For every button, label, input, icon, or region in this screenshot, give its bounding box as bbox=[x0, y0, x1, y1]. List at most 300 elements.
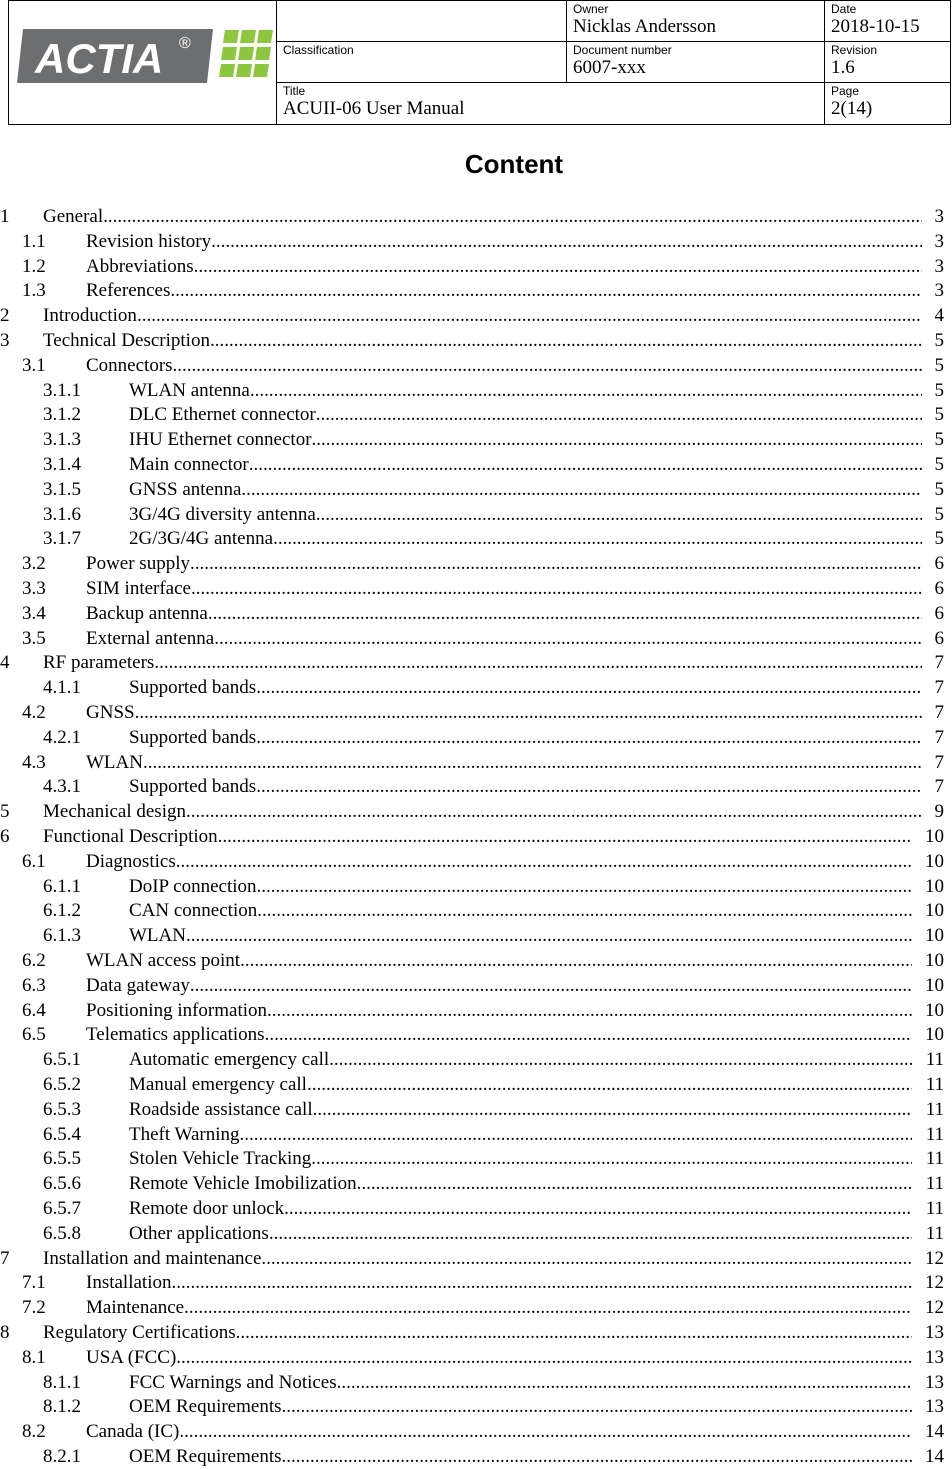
toc-entry-title-wrap bbox=[129, 1445, 912, 1469]
toc-entry[interactable] bbox=[0, 379, 952, 403]
toc-entry-title: 2G/3G/4G antenna bbox=[129, 528, 274, 550]
toc-entry-number: 3.1.5 bbox=[43, 478, 81, 500]
toc-entry[interactable] bbox=[0, 1222, 952, 1246]
toc-dot-leader bbox=[313, 1098, 912, 1122]
date-label: Date bbox=[831, 2, 857, 16]
toc-entry-title-wrap bbox=[86, 552, 922, 576]
toc-entry-page: 5 bbox=[934, 379, 944, 401]
toc-entry-number: 5 bbox=[0, 801, 10, 823]
owner-label: Owner bbox=[573, 2, 609, 16]
toc-entry-title-wrap bbox=[86, 751, 922, 775]
toc-entry-title: USA (FCC) bbox=[86, 1346, 177, 1368]
toc-entry-title-wrap bbox=[43, 825, 912, 849]
toc-dot-leader bbox=[282, 1395, 912, 1419]
toc-entry-title-wrap bbox=[43, 329, 922, 353]
toc-dot-leader bbox=[179, 1420, 912, 1444]
toc-entry-number: 8.1.1 bbox=[43, 1371, 81, 1393]
toc-dot-leader bbox=[265, 1023, 912, 1047]
toc-entry[interactable] bbox=[0, 775, 952, 799]
toc-dot-leader bbox=[282, 1445, 912, 1469]
toc-dot-leader bbox=[311, 1147, 912, 1171]
toc-entry-number: 1.3 bbox=[22, 280, 46, 302]
toc-dot-leader bbox=[135, 701, 922, 725]
toc-entry-title: GNSS bbox=[86, 702, 135, 723]
toc-entry[interactable] bbox=[0, 577, 952, 601]
toc-entry-title: WLAN antenna bbox=[129, 379, 250, 401]
toc-entry-page: 14 bbox=[925, 1446, 944, 1467]
toc-entry[interactable] bbox=[0, 453, 952, 477]
toc-entry[interactable] bbox=[0, 478, 952, 502]
actia-logo bbox=[13, 26, 275, 86]
toc-entry[interactable] bbox=[0, 1420, 952, 1444]
date-cell bbox=[825, 1, 951, 42]
toc-entry-number: 4 bbox=[0, 652, 10, 674]
toc-entry-number: 6 bbox=[0, 826, 10, 847]
toc-entry-number: 4.3.1 bbox=[43, 776, 81, 798]
toc-entry[interactable] bbox=[0, 651, 952, 675]
toc-entry-title: GNSS antenna bbox=[129, 478, 242, 500]
toc-entry-title: Main connector bbox=[129, 454, 249, 475]
toc-entry-title: 3G/4G diversity antenna bbox=[129, 503, 316, 525]
toc-dot-leader bbox=[284, 1197, 912, 1221]
toc-entry[interactable] bbox=[0, 1346, 952, 1370]
toc-entry-title: Connectors bbox=[86, 354, 173, 376]
registered-mark: ® bbox=[179, 35, 191, 52]
revision-value: 1.6 bbox=[831, 57, 855, 78]
toc-entry-page: 11 bbox=[925, 1049, 944, 1071]
toc-dot-leader bbox=[214, 627, 922, 651]
title-value: ACUII-06 User Manual bbox=[283, 98, 465, 119]
classification-label: Classification bbox=[283, 43, 354, 57]
document-number-cell bbox=[567, 42, 825, 83]
toc-entry-title: Positioning information bbox=[86, 999, 268, 1021]
toc-entry-page: 5 bbox=[934, 503, 944, 525]
toc-entry-page: 6 bbox=[934, 578, 944, 599]
toc-entry-number: 2 bbox=[0, 305, 10, 327]
toc-entry-title: Power supply bbox=[86, 553, 190, 575]
toc-entry-page: 5 bbox=[934, 478, 944, 500]
toc-entry[interactable] bbox=[0, 1073, 952, 1097]
toc-entry-number: 1.2 bbox=[22, 255, 46, 277]
toc-entry-number: 6.1 bbox=[22, 850, 46, 872]
toc-dot-leader bbox=[176, 850, 912, 874]
revision-label: Revision bbox=[831, 43, 878, 57]
toc-dot-leader bbox=[218, 825, 912, 849]
toc-entry[interactable] bbox=[0, 552, 952, 576]
toc-entry-title-wrap bbox=[86, 627, 922, 651]
toc-entry-page: 10 bbox=[925, 900, 944, 922]
toc-entry-page: 6 bbox=[934, 627, 944, 649]
toc-entry-title-wrap bbox=[129, 676, 922, 700]
toc-entry-title: Functional Description bbox=[43, 826, 218, 847]
toc-entry-title: CAN connection bbox=[129, 900, 258, 922]
toc-entry-page: 3 bbox=[934, 255, 944, 277]
toc-entry-title: Installation and maintenance bbox=[43, 1247, 262, 1269]
toc-dot-leader bbox=[173, 354, 922, 378]
toc-entry[interactable] bbox=[0, 1271, 952, 1295]
toc-entry-title-wrap bbox=[86, 1346, 912, 1370]
toc-entry-title: Telematics applications bbox=[86, 1024, 265, 1046]
toc-entry-number: 6.5 bbox=[22, 1024, 46, 1046]
toc-entry-number: 6.5.6 bbox=[43, 1173, 81, 1195]
toc-entry-page: 5 bbox=[934, 404, 944, 426]
toc-entry-title: Supported bands bbox=[129, 776, 257, 798]
toc-entry-number: 1 bbox=[0, 206, 10, 227]
title-cell bbox=[277, 83, 825, 125]
toc-dot-leader bbox=[256, 775, 922, 799]
toc-entry-title: Canada (IC) bbox=[86, 1421, 180, 1443]
toc-entry[interactable] bbox=[0, 1247, 952, 1271]
toc-entry-title-wrap bbox=[129, 1098, 912, 1122]
toc-entry-page: 14 bbox=[925, 1421, 944, 1443]
toc-entry-title: Supported bands bbox=[129, 726, 257, 748]
toc-entry-page: 12 bbox=[925, 1247, 944, 1269]
toc-dot-leader bbox=[211, 230, 922, 254]
toc-entry-title: Maintenance bbox=[86, 1297, 185, 1319]
toc-dot-leader bbox=[316, 503, 922, 527]
document-number-value: 6007-xxx bbox=[573, 57, 646, 78]
toc-entry-title-wrap bbox=[43, 800, 922, 824]
toc-entry-number: 4.3 bbox=[22, 751, 46, 773]
toc-entry-title: Automatic emergency call bbox=[129, 1049, 330, 1071]
toc-entry[interactable] bbox=[0, 230, 952, 254]
toc-entry[interactable] bbox=[0, 825, 952, 849]
toc-dot-leader bbox=[256, 676, 922, 700]
toc-entry-title-wrap bbox=[129, 1371, 912, 1395]
page-label: Page bbox=[831, 84, 860, 98]
toc-entry-page: 3 bbox=[934, 230, 944, 252]
toc-entry-page: 11 bbox=[925, 1173, 944, 1195]
toc-dot-leader bbox=[256, 726, 922, 750]
toc-entry-title-wrap bbox=[86, 255, 922, 279]
toc-entry-number: 3.2 bbox=[22, 553, 46, 575]
toc-entry-title: Theft Warning bbox=[129, 1123, 240, 1145]
toc-entry-number: 6.4 bbox=[22, 999, 46, 1021]
toc-entry-page: 3 bbox=[934, 206, 944, 227]
toc-entry[interactable] bbox=[0, 602, 952, 626]
toc-entry-title-wrap bbox=[86, 999, 912, 1023]
toc-dot-leader bbox=[357, 1172, 912, 1196]
toc-entry-title: Remote Vehicle Imobilization bbox=[129, 1173, 357, 1195]
toc-dot-leader bbox=[186, 924, 912, 948]
toc-entry-number: 3.1.6 bbox=[43, 503, 81, 525]
toc-entry-title-wrap bbox=[86, 1296, 912, 1320]
toc-entry-title: Revision history bbox=[86, 230, 212, 252]
toc-entry-title-wrap bbox=[43, 205, 922, 229]
toc-entry[interactable] bbox=[0, 1048, 952, 1072]
toc-entry[interactable] bbox=[0, 1197, 952, 1221]
toc-entry-number: 4.1.1 bbox=[43, 677, 81, 699]
toc-entry-number: 6.5.1 bbox=[43, 1049, 81, 1071]
toc-entry-number: 3.5 bbox=[22, 627, 46, 649]
toc-dot-leader bbox=[176, 1346, 912, 1370]
toc-entry-title: IHU Ethernet connector bbox=[129, 429, 312, 451]
toc-entry-title-wrap bbox=[129, 924, 912, 948]
toc-dot-leader bbox=[257, 899, 912, 923]
toc-entry[interactable] bbox=[0, 974, 952, 998]
toc-dot-leader bbox=[307, 1073, 912, 1097]
toc-entry-page: 4 bbox=[934, 305, 944, 327]
toc-entry[interactable] bbox=[0, 949, 952, 973]
toc-entry-page: 11 bbox=[925, 1098, 944, 1120]
toc-entry-page: 10 bbox=[925, 875, 944, 897]
toc-entry-title-wrap bbox=[86, 701, 922, 725]
toc-entry-title-wrap bbox=[86, 850, 912, 874]
toc-entry[interactable] bbox=[0, 1172, 952, 1196]
toc-entry-title: Roadside assistance call bbox=[129, 1098, 313, 1120]
toc-entry-title: RF parameters bbox=[43, 652, 155, 674]
toc-entry-number: 3.1.7 bbox=[43, 528, 81, 550]
toc-entry-title: WLAN access point bbox=[86, 950, 241, 971]
toc-entry-title: General bbox=[43, 206, 104, 227]
toc-entry[interactable] bbox=[0, 1123, 952, 1147]
toc-entry[interactable] bbox=[0, 503, 952, 527]
toc-entry-title-wrap bbox=[86, 279, 922, 303]
toc-entry[interactable] bbox=[0, 1147, 952, 1171]
toc-entry-title-wrap bbox=[43, 1321, 912, 1345]
toc-entry-page: 11 bbox=[925, 1222, 944, 1244]
toc-entry[interactable] bbox=[0, 527, 952, 551]
toc-entry-title: Manual emergency call bbox=[129, 1074, 307, 1095]
toc-entry-title-wrap bbox=[129, 453, 922, 477]
toc-entry[interactable] bbox=[0, 329, 952, 353]
toc-entry-title: External antenna bbox=[86, 627, 215, 649]
toc-entry-title: SIM interface bbox=[86, 578, 191, 599]
toc-dot-leader bbox=[316, 403, 922, 427]
toc-entry-title: Data gateway bbox=[86, 974, 190, 996]
toc-entry-title-wrap bbox=[86, 949, 912, 973]
toc-entry-title-wrap bbox=[129, 1395, 912, 1419]
toc-entry-number: 6.1.2 bbox=[43, 900, 81, 922]
toc-dot-leader bbox=[184, 1296, 912, 1320]
toc-entry-title: Backup antenna bbox=[86, 602, 208, 624]
toc-entry-page: 7 bbox=[934, 776, 944, 798]
toc-entry-title: Diagnostics bbox=[86, 850, 176, 872]
toc-entry-title-wrap bbox=[129, 527, 922, 551]
toc-entry-number: 6.5.5 bbox=[43, 1148, 81, 1170]
toc-entry-number: 8.2.1 bbox=[43, 1446, 81, 1467]
date-value: 2018-10-15 bbox=[831, 16, 920, 37]
toc-entry-number: 3.1.2 bbox=[43, 404, 81, 426]
toc-entry[interactable] bbox=[0, 255, 952, 279]
revision-cell bbox=[825, 42, 951, 83]
toc-entry-page: 10 bbox=[925, 974, 944, 996]
toc-entry-number: 3.1.1 bbox=[43, 379, 81, 401]
toc-entry-title: References bbox=[86, 280, 171, 302]
toc-entry-title-wrap bbox=[129, 503, 922, 527]
toc-entry[interactable] bbox=[0, 1023, 952, 1047]
toc-entry-title: DLC Ethernet connector bbox=[129, 404, 316, 426]
toc-dot-leader bbox=[190, 974, 912, 998]
toc-dot-leader bbox=[312, 428, 922, 452]
toc-dot-leader bbox=[170, 279, 922, 303]
toc-entry[interactable] bbox=[0, 924, 952, 948]
title-label: Title bbox=[283, 84, 306, 98]
toc-entry-title-wrap bbox=[129, 428, 922, 452]
toc-entry[interactable] bbox=[0, 627, 952, 651]
toc-entry-number: 6.5.3 bbox=[43, 1098, 81, 1120]
toc-entry-title-wrap bbox=[86, 602, 922, 626]
toc-entry-title-wrap bbox=[86, 577, 922, 601]
toc-entry-title: Other applications bbox=[129, 1222, 269, 1244]
toc-entry-page: 10 bbox=[925, 826, 944, 847]
toc-entry-page: 11 bbox=[925, 1123, 944, 1145]
toc-dot-leader bbox=[208, 602, 922, 626]
toc-entry-title-wrap bbox=[86, 1420, 912, 1444]
toc-entry-title: Technical Description bbox=[43, 330, 210, 351]
toc-dot-leader bbox=[154, 651, 922, 675]
toc-entry-title-wrap bbox=[43, 1247, 912, 1271]
toc-entry[interactable] bbox=[0, 1445, 952, 1469]
toc-entry-title-wrap bbox=[129, 899, 912, 923]
toc-entry-title-wrap bbox=[129, 1123, 912, 1147]
document-number-label: Document number bbox=[573, 43, 672, 57]
toc-entry-page: 6 bbox=[934, 602, 944, 624]
toc-entry[interactable] bbox=[0, 1321, 952, 1345]
toc-entry-number: 6.5.8 bbox=[43, 1222, 81, 1244]
toc-entry-page: 5 bbox=[934, 330, 944, 351]
toc-entry[interactable] bbox=[0, 428, 952, 452]
toc-entry-page: 7 bbox=[934, 751, 944, 773]
toc-entry-page: 7 bbox=[934, 652, 944, 674]
toc-entry-title-wrap bbox=[129, 478, 922, 502]
toc-dot-leader bbox=[191, 577, 922, 601]
toc-entry-page: 10 bbox=[925, 999, 944, 1021]
toc-entry-number: 6.5.7 bbox=[43, 1198, 81, 1219]
toc-entry-number: 8 bbox=[0, 1322, 10, 1343]
toc-dot-leader bbox=[190, 552, 922, 576]
toc-entry-number: 3.1.4 bbox=[43, 454, 81, 475]
toc-entry-page: 11 bbox=[925, 1148, 944, 1170]
toc-dot-leader bbox=[103, 205, 922, 229]
toc-entry-number: 8.1 bbox=[22, 1346, 46, 1368]
toc-entry-number: 6.5.2 bbox=[43, 1074, 81, 1095]
toc-entry-title-wrap bbox=[86, 230, 922, 254]
toc-dot-leader bbox=[137, 304, 922, 328]
toc-entry-number: 4.2 bbox=[22, 702, 46, 723]
toc-entry-number: 1.1 bbox=[22, 230, 46, 252]
toc-entry-title-wrap bbox=[86, 974, 912, 998]
toc-entry-page: 7 bbox=[934, 702, 944, 723]
toc-entry[interactable] bbox=[0, 800, 952, 824]
toc-entry-title: DoIP connection bbox=[129, 875, 257, 897]
toc-entry-title-wrap bbox=[129, 1073, 912, 1097]
toc-entry-page: 3 bbox=[934, 280, 944, 302]
toc-entry[interactable] bbox=[0, 304, 952, 328]
toc-dot-leader bbox=[257, 875, 912, 899]
toc-entry-page: 12 bbox=[925, 1297, 944, 1319]
toc-dot-leader bbox=[143, 751, 922, 775]
toc-dot-leader bbox=[240, 949, 912, 973]
toc-dot-leader bbox=[210, 329, 922, 353]
toc-dot-leader bbox=[261, 1247, 912, 1271]
toc-entry-page: 13 bbox=[925, 1371, 944, 1393]
toc-entry-title: WLAN bbox=[86, 751, 143, 773]
toc-entry[interactable] bbox=[0, 1395, 952, 1419]
owner-cell bbox=[567, 1, 825, 42]
toc-entry-page: 6 bbox=[934, 553, 944, 575]
toc-entry-title: Stolen Vehicle Tracking bbox=[129, 1148, 312, 1170]
toc-entry[interactable] bbox=[0, 899, 952, 923]
toc-entry-title: Mechanical design bbox=[43, 801, 186, 823]
toc-entry-number: 6.2 bbox=[22, 950, 46, 971]
toc-entry-title: Abbreviations bbox=[86, 255, 194, 277]
page-title: Content bbox=[464, 149, 564, 179]
toc-entry-title-wrap bbox=[86, 354, 922, 378]
toc-entry-page: 5 bbox=[934, 454, 944, 475]
toc-entry-title-wrap bbox=[129, 1147, 912, 1171]
toc-entry[interactable] bbox=[0, 999, 952, 1023]
toc-entry-title: Supported bands bbox=[129, 677, 257, 699]
toc-entry-page: 13 bbox=[925, 1396, 944, 1418]
toc-entry-number: 6.1.3 bbox=[43, 925, 81, 947]
toc-entry-number: 8.2 bbox=[22, 1421, 46, 1443]
toc-entry-title-wrap bbox=[129, 379, 922, 403]
toc-entry[interactable] bbox=[0, 1098, 952, 1122]
toc-entry-title-wrap bbox=[129, 1222, 912, 1246]
toc-entry[interactable] bbox=[0, 875, 952, 899]
toc-entry[interactable] bbox=[0, 205, 952, 229]
toc-entry[interactable] bbox=[0, 354, 952, 378]
toc-dot-leader bbox=[241, 478, 922, 502]
toc-entry[interactable] bbox=[0, 726, 952, 750]
toc-dot-leader bbox=[250, 379, 922, 403]
toc-entry-title-wrap bbox=[129, 875, 912, 899]
toc-dot-leader bbox=[194, 255, 922, 279]
toc-entry-page: 10 bbox=[925, 950, 944, 971]
toc-entry-title-wrap bbox=[129, 1172, 912, 1196]
toc-entry[interactable] bbox=[0, 403, 952, 427]
toc-entry-title: WLAN bbox=[129, 925, 186, 947]
toc-entry[interactable] bbox=[0, 676, 952, 700]
toc-entry-title-wrap bbox=[43, 651, 922, 675]
toc-entry-page: 5 bbox=[934, 528, 944, 550]
toc-entry-page: 11 bbox=[925, 1198, 944, 1219]
toc-dot-leader bbox=[236, 1321, 912, 1345]
toc-entry-number: 7 bbox=[0, 1247, 10, 1269]
toc-entry-number: 6.5.4 bbox=[43, 1123, 81, 1145]
toc-entry[interactable] bbox=[0, 279, 952, 303]
toc-dot-leader bbox=[273, 527, 922, 551]
toc-dot-leader bbox=[269, 1222, 912, 1246]
toc-entry-number: 3.1.3 bbox=[43, 429, 81, 451]
page-cell bbox=[825, 83, 951, 125]
toc-entry-title-wrap bbox=[129, 775, 922, 799]
toc-entry[interactable] bbox=[0, 850, 952, 874]
toc-entry-title: Introduction bbox=[43, 305, 137, 327]
toc-entry[interactable] bbox=[0, 1296, 952, 1320]
toc-entry[interactable] bbox=[0, 701, 952, 725]
toc-dot-leader bbox=[171, 1271, 912, 1295]
toc-entry-number: 3.3 bbox=[22, 578, 46, 599]
toc-entry-number: 3 bbox=[0, 330, 10, 351]
toc-entry-title-wrap bbox=[129, 1048, 912, 1072]
toc-entry-title: OEM Requirements bbox=[129, 1446, 282, 1467]
toc-entry-page: 7 bbox=[934, 677, 944, 699]
toc-entry[interactable] bbox=[0, 1371, 952, 1395]
toc-entry-number: 3.1 bbox=[22, 354, 46, 376]
logo-grid-icon bbox=[219, 30, 273, 77]
toc-dot-leader bbox=[337, 1371, 912, 1395]
toc-entry-number: 8.1.2 bbox=[43, 1396, 81, 1418]
toc-entry-page: 9 bbox=[934, 801, 944, 823]
toc-entry-page: 12 bbox=[925, 1272, 944, 1294]
toc-entry[interactable] bbox=[0, 751, 952, 775]
toc-entry-title-wrap bbox=[129, 726, 922, 750]
toc-entry-page: 5 bbox=[934, 429, 944, 451]
logo-text: ACTIA bbox=[35, 35, 164, 82]
toc-entry-number: 7.2 bbox=[22, 1297, 46, 1319]
